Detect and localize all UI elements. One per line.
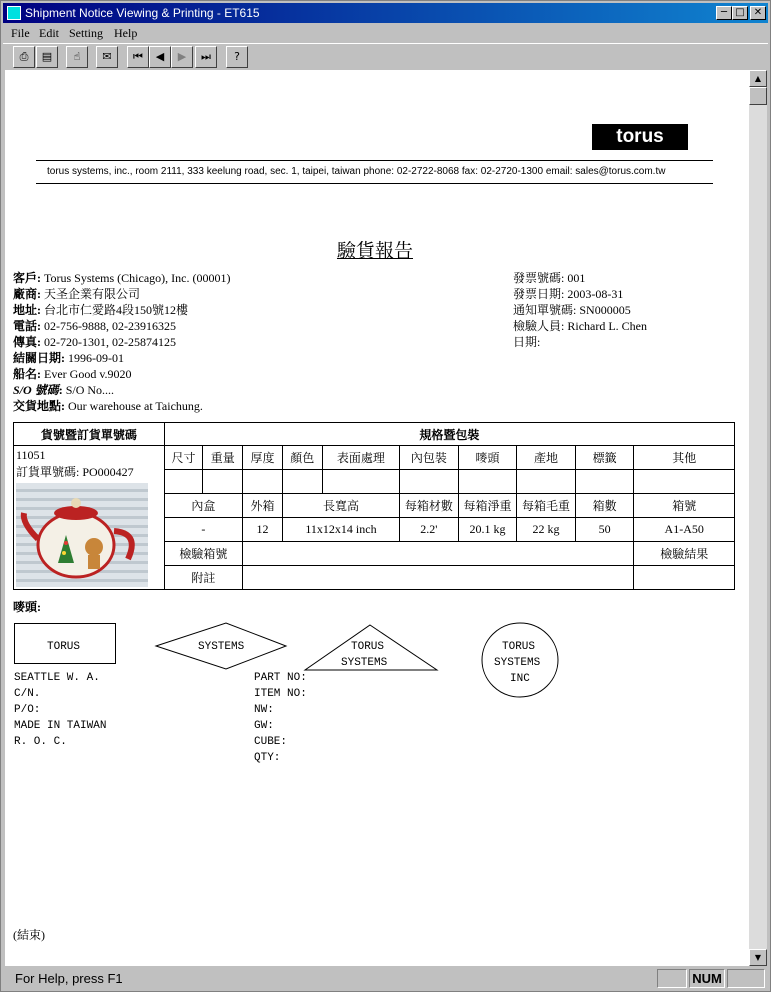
field-phone: 電話: 02-756-9888, 02-23916325: [13, 319, 177, 333]
pack-value-dimensions: 11x12x14 inch: [282, 518, 399, 542]
help-icon[interactable]: ?: [226, 46, 248, 68]
pack-header-cartons: 箱數: [575, 494, 634, 518]
inspect-box-value: [243, 542, 634, 566]
marks-left-3: P/O:: [14, 704, 41, 716]
minimize-button[interactable]: ─: [716, 6, 732, 20]
status-message: For Help, press F1: [15, 971, 123, 986]
spec-header-thickness: 厚度: [243, 446, 283, 470]
spec-header-other: 其他: [634, 446, 735, 470]
spec-header-origin: 產地: [517, 446, 576, 470]
menu-edit[interactable]: Edit: [39, 26, 59, 40]
spec-table: [13, 422, 735, 590]
field-inspector: 檢驗人員: Richard L. Chen: [513, 319, 648, 333]
print-icon[interactable]: ⎙: [13, 46, 35, 68]
toolbar: [3, 43, 768, 70]
spec-header-size: 尺寸: [164, 446, 203, 470]
pack-header-cuft: 每箱材數: [400, 494, 459, 518]
mail-icon[interactable]: ✉: [96, 46, 118, 68]
pack-value-cuft: 2.2': [400, 518, 459, 542]
pack-value-net-weight: 20.1 kg: [458, 518, 517, 542]
title-bar[interactable]: [3, 3, 768, 23]
marks-right-1: PART NO:: [254, 672, 307, 684]
mark-triangle-text-2: SYSTEMS: [341, 657, 388, 669]
menu-help[interactable]: Help: [114, 26, 138, 40]
spec-header-weight: 重量: [203, 446, 243, 470]
field-invoice-no: 發票號碼: 001: [513, 271, 586, 285]
menu-setting[interactable]: Setting: [69, 26, 104, 40]
field-fax: 傳真: 02-720-1301, 02-25874125: [13, 335, 177, 349]
field-vendor: 廠商: 天圣企業有限公司: [13, 287, 141, 301]
end-text: (結束): [13, 928, 45, 942]
col-header-item: 貨號暨訂貨單號碼: [14, 423, 165, 446]
pack-header-gross-weight: 每箱毛重: [517, 494, 576, 518]
status-num: NUM: [689, 969, 725, 988]
pack-value-carton: 12: [243, 518, 283, 542]
field-invoice-date: 發票日期: 2003-08-31: [513, 287, 624, 301]
mark-triangle-text-1: TORUS: [351, 641, 385, 653]
vertical-scrollbar[interactable]: [749, 70, 767, 966]
pack-header-dimensions: 長寬高: [282, 494, 399, 518]
previous-page-icon[interactable]: ◀: [149, 46, 171, 68]
close-button[interactable]: ✕: [750, 6, 766, 20]
next-page-icon[interactable]: ▶: [171, 46, 193, 68]
field-vessel: 船名: Ever Good v.9020: [13, 367, 132, 381]
header-rule-top: [36, 160, 713, 161]
marks-left-1: SEATTLE W. A.: [14, 672, 100, 684]
inspect-result-label: 檢驗結果: [634, 542, 735, 566]
last-page-icon[interactable]: ⏭: [195, 46, 217, 68]
item-no: 11051: [16, 448, 46, 462]
spec-header-inner-pack: 內包裝: [400, 446, 459, 470]
field-customer: 客戶: Torus Systems (Chicago), Inc. (00001): [13, 271, 231, 285]
report-title: 驗貨報告: [336, 241, 413, 262]
marks-label: 嘜頭:: [13, 600, 41, 614]
mark-diamond-text: SYSTEMS: [198, 641, 245, 653]
marks-right-5: CUBE:: [254, 736, 288, 748]
col-header-spec: 規格暨包裝: [164, 423, 734, 446]
document-page: [5, 70, 749, 966]
field-so-no: S/O 號碼: S/O No....: [13, 383, 115, 397]
field-closing-date: 結關日期: 1996-09-01: [13, 351, 125, 365]
header-rule-bottom: [36, 183, 713, 184]
pack-header-net-weight: 每箱淨重: [458, 494, 517, 518]
order-no: 訂貨單號碼: PO000427: [16, 465, 134, 479]
pack-value-inner-box: -: [164, 518, 242, 542]
remarks-value: [243, 566, 634, 590]
remarks-label: 附註: [164, 566, 242, 590]
marks-left-4: MADE IN TAIWAN: [14, 720, 107, 732]
scroll-down-icon[interactable]: ▼: [749, 949, 767, 966]
pack-header-carton: 外箱: [243, 494, 283, 518]
pack-value-gross-weight: 22 kg: [517, 518, 576, 542]
inspect-box-label: 檢驗箱號: [164, 542, 242, 566]
mark-circle-text-3: INC: [510, 673, 530, 685]
app-icon[interactable]: [7, 6, 21, 20]
mark-rect-text: TORUS: [47, 641, 81, 653]
pack-value-carton-no: A1-A50: [634, 518, 735, 542]
teapot-illustration: [16, 483, 148, 587]
print-setup-icon[interactable]: ▤: [36, 46, 58, 68]
scroll-thumb[interactable]: [749, 87, 767, 105]
field-address: 地址: 台北市仁愛路4段150號12樓: [13, 303, 189, 317]
spec-header-marks: 嘜頭: [458, 446, 517, 470]
spec-header-color: 顏色: [282, 446, 322, 470]
spec-header-finish: 表面處理: [322, 446, 399, 470]
field-notice-no: 通知單號碼: SN000005: [513, 303, 631, 317]
company-logo: torus: [592, 124, 688, 150]
marks-left-5: R. O. C.: [14, 736, 67, 748]
inspect-result-value: [634, 566, 735, 590]
pack-header-carton-no: 箱號: [634, 494, 735, 518]
marks-right-6: QTY:: [254, 752, 281, 764]
spec-header-label: 標籤: [575, 446, 634, 470]
menu-bar: [3, 23, 768, 43]
scroll-up-icon[interactable]: ▲: [749, 70, 767, 87]
window-title: Shipment Notice Viewing & Printing - ET615: [25, 6, 260, 20]
marks-right-3: NW:: [254, 704, 274, 716]
mark-circle-text-1: TORUS: [502, 641, 536, 653]
menu-file[interactable]: File: [11, 26, 30, 40]
status-pane-blank: [657, 969, 687, 988]
marks-right-2: ITEM NO:: [254, 688, 307, 700]
mark-circle-text-2: SYSTEMS: [494, 657, 541, 669]
pack-header-inner-box: 內盒: [164, 494, 242, 518]
pack-value-cartons: 50: [575, 518, 634, 542]
status-pane-scroll: [727, 969, 765, 988]
company-address: torus systems, inc., room 2111, 333 keelung road, sec. 1, taipei, taiwan phone: 02-2722-8068 fax: 02-2720-1300 email: sales@torus.com.tw: [47, 166, 666, 177]
item-cell: [14, 446, 165, 590]
status-bar: [3, 968, 768, 990]
maximize-button[interactable]: □: [732, 6, 748, 20]
marks-right-4: GW:: [254, 720, 274, 732]
field-date: 日期:: [513, 335, 541, 349]
first-page-icon[interactable]: ⏮: [127, 46, 149, 68]
field-delivery-place: 交貨地點: Our warehouse at Taichung.: [13, 399, 203, 413]
product-image: [16, 483, 148, 587]
marks-left-2: C/N.: [14, 688, 41, 700]
pointer-icon[interactable]: ☝: [66, 46, 88, 68]
